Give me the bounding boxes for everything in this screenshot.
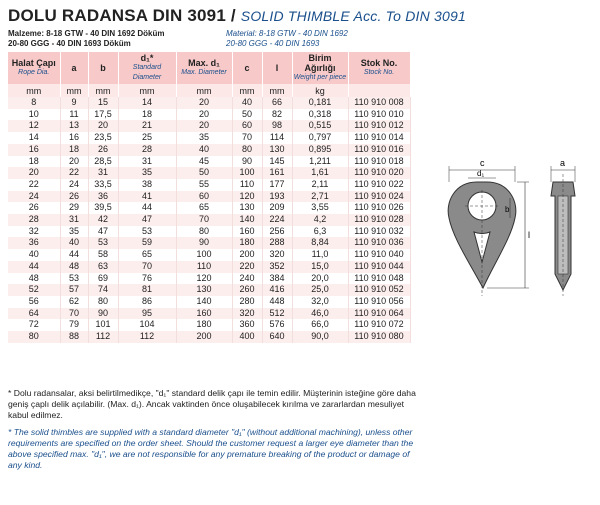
column-header (262, 52, 292, 84)
table-cell: 81 (118, 284, 176, 296)
table-cell: 21 (118, 120, 176, 132)
column-header-label: l (275, 63, 279, 73)
unit-cell: mm (232, 84, 262, 97)
table-cell: 50 (176, 167, 232, 179)
table-cell: 20,0 (292, 273, 348, 285)
table-cell: 16 (60, 132, 88, 144)
table-cell: 193 (262, 191, 292, 203)
table-cell: 69 (88, 273, 118, 285)
material-line2: 20-80 GGG - 40 DIN 1693 Döküm (8, 39, 131, 48)
label-d1: d₁ (477, 169, 485, 178)
table-row (8, 191, 410, 203)
table-cell: 104 (118, 319, 176, 331)
table-cell: 110 (176, 261, 232, 273)
table-cell: 47 (118, 214, 176, 226)
table-cell: 110 910 016 (348, 144, 410, 156)
table-cell: 60 (232, 120, 262, 132)
table-cell: 100 (232, 167, 262, 179)
table-cell: 16 (8, 144, 60, 156)
table-cell: 39,5 (88, 202, 118, 214)
table-row (8, 249, 410, 261)
table-cell: 416 (262, 284, 292, 296)
table-cell: 58 (88, 249, 118, 261)
thimble-side-view (551, 166, 575, 296)
table-cell: 11 (60, 109, 88, 121)
table-cell: 110 910 008 (348, 97, 410, 109)
table-cell: 161 (262, 167, 292, 179)
table-cell: 29 (60, 202, 88, 214)
table-cell: 360 (232, 319, 262, 331)
table-cell: 41 (118, 191, 176, 203)
table-cell: 76 (118, 273, 176, 285)
table-cell: 100 (176, 249, 232, 261)
table-cell: 110 910 022 (348, 179, 410, 191)
table-cell: 70 (60, 308, 88, 320)
table-cell: 110 (232, 179, 262, 191)
column-header-sub: Weight per piece (293, 74, 347, 81)
table-cell: 35 (176, 132, 232, 144)
table-row (8, 237, 410, 249)
table-cell: 20 (176, 120, 232, 132)
table-cell: 0,318 (292, 109, 348, 121)
column-header (232, 52, 262, 84)
table-row (8, 132, 410, 144)
table-cell: 55 (176, 179, 232, 191)
table-cell: 130 (232, 202, 262, 214)
table-cell: 2,11 (292, 179, 348, 191)
table-cell: 22 (8, 179, 60, 191)
notes (8, 388, 420, 471)
table-cell: 48 (8, 273, 60, 285)
column-header-sub: Standard Diameter (132, 64, 162, 81)
table-cell: 0,515 (292, 120, 348, 132)
column-header (348, 52, 410, 84)
material-en (226, 29, 348, 49)
table-cell: 66,0 (292, 319, 348, 331)
table-cell: 200 (232, 249, 262, 261)
table-cell: 101 (88, 319, 118, 331)
table-cell: 26 (88, 144, 118, 156)
column-header-sub: Rope Dia. (18, 69, 50, 76)
table-cell: 14 (118, 97, 176, 109)
table-cell: 110 910 044 (348, 261, 410, 273)
column-header (118, 52, 176, 84)
table-cell: 53 (60, 273, 88, 285)
table-cell: 20 (176, 97, 232, 109)
table-cell: 8 (8, 97, 60, 109)
table-cell: 42 (88, 214, 118, 226)
table-cell: 20 (88, 120, 118, 132)
table-cell: 80 (232, 144, 262, 156)
table-cell: 0,895 (292, 144, 348, 156)
label-c: c (480, 158, 485, 168)
table-cell: 320 (262, 249, 292, 261)
table-cell: 24 (8, 191, 60, 203)
table-cell: 62 (60, 296, 88, 308)
table-cell: 15 (88, 97, 118, 109)
table-cell: 36 (88, 191, 118, 203)
column-header (88, 52, 118, 84)
table-cell: 28 (118, 144, 176, 156)
table-cell: 86 (118, 296, 176, 308)
table-cell: 8,84 (292, 237, 348, 249)
table-cell: 72 (8, 319, 60, 331)
column-header-sub: Stock No. (363, 69, 395, 76)
unit-cell: mm (118, 84, 176, 97)
table-cell: 31 (60, 214, 88, 226)
table-cell: 256 (262, 226, 292, 238)
table-cell: 44 (8, 261, 60, 273)
table-cell: 25,0 (292, 284, 348, 296)
table-cell: 280 (232, 296, 262, 308)
table-row (8, 156, 410, 168)
unit-cell (348, 84, 410, 97)
column-header (60, 52, 88, 84)
table-cell: 18 (118, 109, 176, 121)
table-cell: 114 (262, 132, 292, 144)
label-a: a (560, 158, 566, 168)
table-cell: 40 (176, 144, 232, 156)
table-cell: 35 (60, 226, 88, 238)
thimble-drawing (425, 150, 595, 310)
table-row (8, 144, 410, 156)
table-cell: 2,71 (292, 191, 348, 203)
table-cell: 64 (8, 308, 60, 320)
table-row (8, 109, 410, 121)
table-cell: 59 (118, 237, 176, 249)
table-row (8, 167, 410, 179)
table-cell: 110 910 072 (348, 319, 410, 331)
table-cell: 110 910 036 (348, 237, 410, 249)
table-cell: 288 (262, 237, 292, 249)
table-cell: 66 (262, 97, 292, 109)
table-body (8, 97, 410, 343)
table-cell: 31 (88, 167, 118, 179)
table-cell: 110 910 010 (348, 109, 410, 121)
table-cell: 110 910 052 (348, 284, 410, 296)
table-header-row (8, 52, 410, 84)
table-cell: 98 (262, 120, 292, 132)
table-cell: 95 (118, 308, 176, 320)
table-cell: 80 (8, 331, 60, 343)
table-cell: 28,5 (88, 156, 118, 168)
table-cell: 65 (176, 202, 232, 214)
column-header-label: Halat Çapı (11, 58, 56, 68)
table-cell: 90 (176, 237, 232, 249)
label-l: l (528, 230, 530, 240)
material-line1: 8-18 GTW - 40 DIN 1692 Döküm (44, 29, 165, 38)
column-header (8, 52, 60, 84)
table-cell: 25 (118, 132, 176, 144)
table-cell: 31 (118, 156, 176, 168)
spec-table (8, 52, 411, 343)
table-cell: 9 (60, 97, 88, 109)
table-cell: 56 (8, 296, 60, 308)
table-cell: 20 (8, 167, 60, 179)
unit-cell: mm (176, 84, 232, 97)
table-cell: 110 910 064 (348, 308, 410, 320)
table-row (8, 308, 410, 320)
table-row (8, 226, 410, 238)
table-cell: 12 (8, 120, 60, 132)
table-cell: 352 (262, 261, 292, 273)
table-cell: 120 (176, 273, 232, 285)
table-cell: 20 (60, 156, 88, 168)
table-cell: 110 910 012 (348, 120, 410, 132)
material-en-line1: Material: 8-18 GTW - 40 DIN 1692 (226, 29, 348, 38)
table-cell: 10 (8, 109, 60, 121)
table-cell: 23,5 (88, 132, 118, 144)
table-cell: 52 (8, 284, 60, 296)
column-header-label: Max. d₁ (188, 58, 220, 68)
table-cell: 145 (262, 156, 292, 168)
table-cell: 512 (262, 308, 292, 320)
table-cell: 6,3 (292, 226, 348, 238)
table-cell: 112 (118, 331, 176, 343)
table-cell: 60 (176, 191, 232, 203)
table-cell: 224 (262, 214, 292, 226)
table-cell: 15,0 (292, 261, 348, 273)
table-cell: 0,181 (292, 97, 348, 109)
table-cell: 53 (118, 226, 176, 238)
table-cell: 74 (88, 284, 118, 296)
table-cell: 14 (8, 132, 60, 144)
material-label: Malzeme: (8, 29, 45, 38)
table-cell: 26 (8, 202, 60, 214)
material-en-line2: 20-80 GGG - 40 DIN 1693 (226, 39, 320, 48)
table-cell: 65 (118, 249, 176, 261)
table-cell: 160 (232, 226, 262, 238)
table-cell: 13 (60, 120, 88, 132)
table-cell: 38 (118, 179, 176, 191)
table-cell: 180 (232, 237, 262, 249)
table-cell: 112 (88, 331, 118, 343)
table-cell: 40 (60, 237, 88, 249)
table-cell: 88 (60, 331, 88, 343)
table-cell: 1,211 (292, 156, 348, 168)
table-cell: 110 910 080 (348, 331, 410, 343)
table-cell: 26 (60, 191, 88, 203)
column-header-label: b (100, 63, 106, 73)
table-cell: 110 910 014 (348, 132, 410, 144)
table-cell: 640 (262, 331, 292, 343)
table-cell: 110 910 018 (348, 156, 410, 168)
table-cell: 40 (8, 249, 60, 261)
table-row (8, 214, 410, 226)
table-cell: 140 (232, 214, 262, 226)
table-row (8, 273, 410, 285)
table-cell: 180 (176, 319, 232, 331)
table-cell: 90 (232, 156, 262, 168)
unit-cell: kg (292, 84, 348, 97)
table-cell: 3,55 (292, 202, 348, 214)
table-cell: 320 (232, 308, 262, 320)
table-cell: 36 (8, 237, 60, 249)
column-header (292, 52, 348, 84)
table-cell: 110 910 026 (348, 202, 410, 214)
unit-cell: mm (60, 84, 88, 97)
table-cell: 130 (176, 284, 232, 296)
table-cell: 110 910 028 (348, 214, 410, 226)
table-cell: 200 (176, 331, 232, 343)
table-cell: 20 (176, 109, 232, 121)
table-cell: 48 (60, 261, 88, 273)
unit-cell: mm (262, 84, 292, 97)
table-cell: 82 (262, 109, 292, 121)
table-cell: 4,2 (292, 214, 348, 226)
table-cell: 110 910 024 (348, 191, 410, 203)
table-cell: 32,0 (292, 296, 348, 308)
table-cell: 1,61 (292, 167, 348, 179)
table-cell: 70 (232, 132, 262, 144)
table-row (8, 120, 410, 132)
table-cell: 240 (232, 273, 262, 285)
column-header-label: Birim Ağırlığı (304, 53, 336, 73)
column-header-label: Stok No. (360, 58, 398, 68)
table-cell: 130 (262, 144, 292, 156)
table-cell: 46,0 (292, 308, 348, 320)
table-row (8, 319, 410, 331)
table-cell: 384 (262, 273, 292, 285)
table-row (8, 97, 410, 109)
label-b: b (505, 205, 510, 214)
table-cell: 70 (118, 261, 176, 273)
column-header-label: a (71, 63, 77, 73)
table-cell: 57 (60, 284, 88, 296)
table-cell: 32 (8, 226, 60, 238)
table-cell: 120 (232, 191, 262, 203)
table-cell: 110 910 032 (348, 226, 410, 238)
table-row (8, 284, 410, 296)
note-en: * The solid thimbles are supplied with a standard diameter "d₁" (without additional machining), unless other requirements are specified on the order sheet. Should the customer request a larger eye diameter than the above specified max. "d₁", we are not responsible for any premature breaking of the product or damage of any kind. (8, 427, 414, 470)
table-cell: 260 (232, 284, 262, 296)
table-cell: 110 910 020 (348, 167, 410, 179)
table-row (8, 296, 410, 308)
table-cell: 40 (232, 97, 262, 109)
thimble-front-view (448, 166, 529, 296)
table-cell: 209 (262, 202, 292, 214)
column-header (176, 52, 232, 84)
table-cell: 24 (60, 179, 88, 191)
table-cell: 50 (232, 109, 262, 121)
table-cell: 18 (8, 156, 60, 168)
table-cell: 220 (232, 261, 262, 273)
table-cell: 53 (88, 237, 118, 249)
table-cell: 63 (88, 261, 118, 273)
table-cell: 0,797 (292, 132, 348, 144)
column-header-sub: Max. Diameter (181, 69, 227, 76)
table-unit-row (8, 84, 410, 97)
table-cell: 45 (176, 156, 232, 168)
table-cell: 33,5 (88, 179, 118, 191)
table-row (8, 202, 410, 214)
table-cell: 576 (262, 319, 292, 331)
table-cell: 110 910 056 (348, 296, 410, 308)
table-cell: 79 (60, 319, 88, 331)
table-cell: 44 (118, 202, 176, 214)
title-en: SOLID THIMBLE Acc. To DIN 3091 (240, 8, 466, 24)
table-row (8, 179, 410, 191)
table-cell: 110 910 040 (348, 249, 410, 261)
table-cell: 400 (232, 331, 262, 343)
table-cell: 47 (88, 226, 118, 238)
table-cell: 70 (176, 214, 232, 226)
column-header-label: d₁* (140, 53, 154, 63)
table-cell: 140 (176, 296, 232, 308)
table-cell: 160 (176, 308, 232, 320)
title-tr: DOLU RADANSA DIN 3091 (8, 6, 226, 25)
table-cell: 44 (60, 249, 88, 261)
table-cell: 90 (88, 308, 118, 320)
table-cell: 22 (60, 167, 88, 179)
table-cell: 11,0 (292, 249, 348, 261)
table-row (8, 331, 410, 343)
table-cell: 90,0 (292, 331, 348, 343)
table-cell: 177 (262, 179, 292, 191)
table-cell: 80 (176, 226, 232, 238)
table-cell: 110 910 048 (348, 273, 410, 285)
table-cell: 80 (88, 296, 118, 308)
table-cell: 28 (8, 214, 60, 226)
table-cell: 18 (60, 144, 88, 156)
note-tr: * Dolu radansalar, aksi belirtilmedikçe, "d₁" standard delik çapı ile temin edilir. Müşterinin isteğine göre daha geniş çaplı delik açılabilir. (Max. d₁). Ancak vaktinden önce oluşabilecek kırılma ve zararlardan mesuliyet kabul edilmez. (8, 388, 416, 420)
unit-cell: mm (8, 84, 60, 97)
page-title (8, 6, 466, 26)
title-separator: / (226, 6, 241, 25)
column-header-label: c (244, 63, 250, 73)
table-cell: 448 (262, 296, 292, 308)
material-tr (8, 29, 165, 49)
table-cell: 35 (118, 167, 176, 179)
table-row (8, 261, 410, 273)
unit-cell: mm (88, 84, 118, 97)
table-cell: 17,5 (88, 109, 118, 121)
